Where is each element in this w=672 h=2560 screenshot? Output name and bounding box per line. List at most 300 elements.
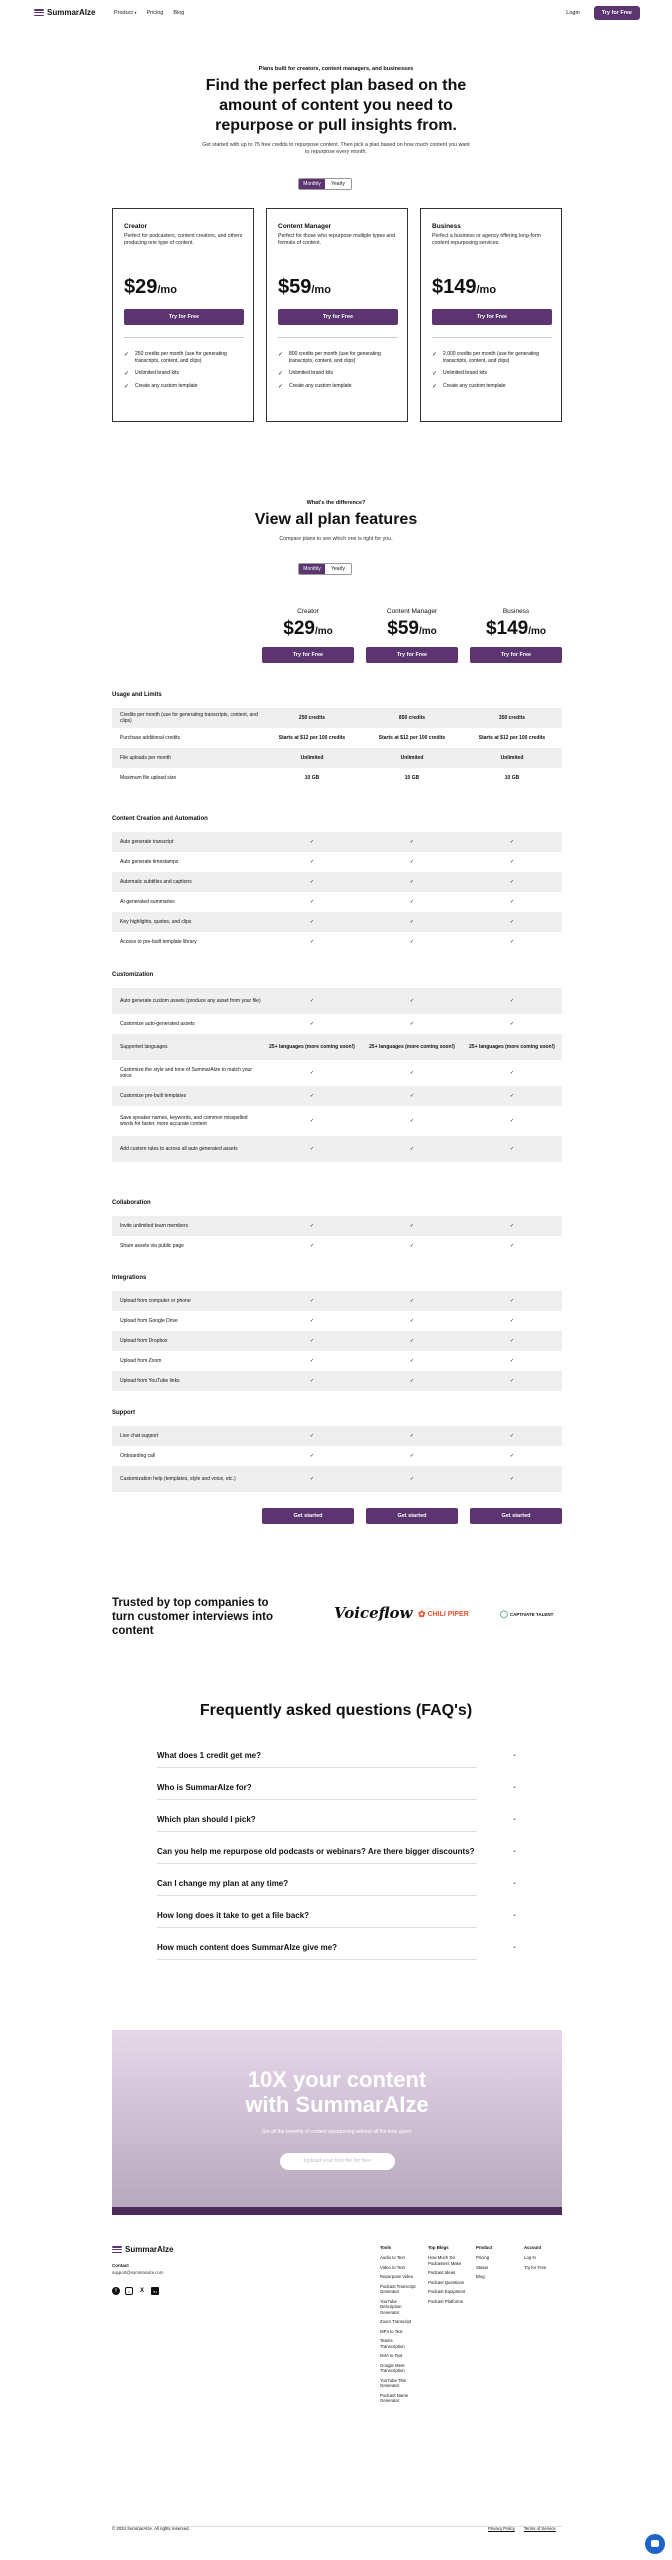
divider [157,1831,477,1832]
get-started-button-business[interactable]: Get started [470,1508,562,1524]
footer-link[interactable]: Google Meet Transcription [380,2362,405,2374]
check-icon: ✓ [409,878,415,885]
feature-value: Starts at $12 per 100 credits [378,734,446,741]
table-section-title: Customization [112,972,154,978]
table-row [112,1351,562,1371]
nav-links [114,10,184,16]
try-free-button[interactable]: Try for Free [432,309,552,325]
check-icon: ✓ [409,1337,415,1344]
feature-label: Auto generate transcript [120,838,174,845]
divider [278,337,398,338]
table-row [112,1034,562,1060]
check-icon: ✓ [309,898,315,905]
check-icon: ✓ [309,838,315,845]
check-icon: ✓ [509,1092,515,1099]
feature-label: Key highlights, quotes, and clips [120,918,192,925]
nav-link-pricing[interactable]: Pricing [146,10,164,16]
feature-label: Customize pre-built templates [120,1092,187,1099]
brand-logo-captivate-talent: ◯ CAPTIVATE TALENT [500,1611,554,1618]
footer-link[interactable]: YouTube Title Generator [380,2377,406,2388]
footer-column [476,2245,514,2284]
check-icon: ✓ [509,1337,515,1344]
check-icon: ✓ [409,1475,415,1482]
linkedin-icon[interactable]: in [151,2287,159,2295]
list-item: ✓ Unlimited brand kits [278,369,333,377]
check-icon: ✓ [409,918,415,925]
footer-column [524,2245,562,2274]
check-icon: ✓ [509,838,515,845]
footer-link[interactable]: Pricing [476,2255,490,2261]
toggle-yearly[interactable]: Yearly [331,181,345,187]
table-row [112,872,562,892]
check-icon: ✓ [509,1432,515,1439]
check-icon: ✓ [309,1357,315,1364]
check-icon: ✓ [309,1377,315,1384]
table-row [112,892,562,912]
faq-question: Can you help me repurpose old podcasts or webinars? Are there bigger discounts? [157,1847,475,1856]
social-links [112,2287,159,2295]
check-icon: ✓ [409,898,415,905]
divider [157,1895,477,1896]
list-item: ✓ 800 credits per month (use for generating transcripts, content, and clips) [278,351,381,364]
cta-title: 10X your content with SummarAIze [245,2067,429,2117]
check-icon: ✓ [309,1317,315,1324]
chili-icon: ✿ [418,1609,426,1619]
footer-link[interactable]: Podcast Transcript Generator [380,2284,416,2295]
plan-name: Creator [297,608,319,615]
chevron-down-icon: ⌄ [511,1784,517,1790]
footer-column [380,2245,418,2407]
check-icon: ✓ [409,1020,415,1027]
check-icon: ✓ [124,352,130,358]
check-icon: ✓ [309,1242,315,1249]
check-icon: ✓ [509,1145,515,1152]
plan-desc: Perfect for those who repurpose multiple types and formats of content. [278,233,396,246]
check-icon: ✓ [309,1432,315,1439]
check-icon: ✓ [432,383,438,390]
chat-bubble-icon[interactable] [645,2534,665,2554]
try-free-button[interactable]: Try for Free [262,647,354,663]
feature-label: Customization help (templates, style and voice, etc.) [120,1475,236,1482]
divider [157,1767,477,1768]
check-icon: ✓ [432,352,438,358]
facebook-icon[interactable]: f [112,2287,120,2295]
feature-label: Maximum file upload size [120,774,177,781]
toggle-monthly[interactable]: Monthly [299,564,325,574]
feature-label: Live chat support [120,1432,159,1439]
table-row [112,1236,562,1256]
plan-card-creator [112,208,254,422]
feature-label: AI-generated summaries [120,898,175,905]
faq-question: How long does it take to get a file back? [157,1911,310,1920]
chevron-down-icon: ⌄ [511,1912,517,1918]
check-icon: ✓ [509,878,515,885]
check-icon: ✓ [409,1222,415,1229]
plan-price: $29/mo [283,618,333,639]
table-row [112,1371,562,1391]
check-icon: ✓ [278,383,284,390]
check-icon: ✓ [309,918,315,925]
footer-link[interactable]: M4A to Text [380,2353,403,2359]
brand-logo-voiceflow: Voiceflow [334,1604,413,1622]
check-icon: ✓ [409,997,415,1004]
captivate-icon: ◯ [500,1611,508,1618]
copyright: © 2024 SummarAIze. All rights reserved. [112,2526,190,2531]
plan-name: Content Manager [386,608,438,615]
faq-item[interactable] [157,1815,517,1824]
compare-plan-content-manager [366,608,458,663]
check-icon: ✓ [509,918,515,925]
footer-link[interactable]: Podcast Platforms [428,2298,463,2304]
table-row [112,852,562,872]
check-icon: ✓ [278,370,284,377]
table-row [112,1311,562,1331]
feature-label: Customize auto-generated assets [120,1020,195,1027]
check-icon: ✓ [309,1297,315,1304]
plan-price: $149/mo [485,618,547,639]
plan-price: $149/mo [432,276,497,298]
trusted-title: Trusted by top companies to turn customer interviews into content [112,1597,274,1637]
table-section-title: Usage and Limits [112,692,162,698]
check-icon: ✓ [309,997,315,1004]
check-icon: ✓ [409,1317,415,1324]
table-row [112,1466,562,1492]
footer-link[interactable]: Video to Text [380,2264,405,2270]
instagram-icon[interactable]: ○ [125,2287,133,2295]
chevron-down-icon: ⌄ [511,1816,517,1822]
nav-try-free-button[interactable]: Try for Free [594,6,640,20]
check-icon: ✓ [509,858,515,865]
footer-link[interactable]: Repurpose Video [380,2274,414,2280]
check-icon: ✓ [309,1069,315,1076]
table-row [112,1086,562,1106]
plan-price: $29/mo [124,276,177,298]
table-section-title: Collaboration [112,1200,151,1206]
feature-value: Unlimited [500,754,524,761]
faq-item[interactable] [157,1751,517,1760]
check-icon: ✓ [509,1475,515,1482]
try-free-button[interactable]: Try for Free [470,647,562,663]
footer-link[interactable]: Log In [524,2255,536,2261]
plan-card-content-manager [266,208,408,422]
check-icon: ✓ [309,858,315,865]
try-free-button[interactable]: Try for Free [278,309,398,325]
feature-label: Credits per month (use for generating transcripts, content, and clips) [120,711,258,724]
check-icon: ✓ [309,1092,315,1099]
brand-logo-chili-piper: ✿ CHILI PIPER [418,1609,469,1619]
list-item: ✓ 2,000 credits per month (use for generating transcripts, content, and clips) [432,351,539,364]
nav-actions [566,6,640,20]
check-icon: ✓ [309,1475,315,1482]
check-icon: ✓ [309,878,315,885]
cta-subtitle: Get all the benefits of content repurposing without all the time spent. [261,2129,413,2135]
footer-column-heading: Product [476,2245,493,2250]
plan-name: Creator [124,223,148,230]
plan-price: $59/mo [387,618,437,639]
feature-value: Starts at $12 per 100 credits [278,734,346,741]
check-icon: ✓ [509,1117,515,1124]
plan-name: Content Manager [278,223,332,230]
faq-item[interactable] [157,1943,517,1952]
footer-link[interactable]: Podcast Name Generator [380,2392,409,2403]
logo-icon [112,2246,122,2253]
feature-label: Upload from Zoom [120,1357,162,1364]
table-row [112,1216,562,1236]
plan-name: Business [432,223,461,230]
feature-label: Access to pre-built template library [120,938,197,945]
list-item: ✓ Unlimited brand kits [124,369,179,377]
check-icon: ✓ [509,938,515,945]
feature-value: 10 GB [504,774,520,781]
check-icon: ✓ [309,1020,315,1027]
check-icon: ✓ [409,858,415,865]
logo[interactable] [34,8,95,17]
check-icon: ✓ [509,1452,515,1459]
footer-link[interactable]: Podcast Ideas [428,2270,456,2276]
footer-link[interactable]: Podcast Equipment [428,2289,466,2295]
feature-label: Save speaker names, keywords, and common misspelled words for faster, more accurate content [120,1114,248,1127]
table-row [112,748,562,768]
feature-label: Upload from Google Drive [120,1317,178,1324]
list-item: ✓ Create any custom template [432,382,506,390]
footer-column [428,2245,466,2308]
table-row [112,708,562,728]
hero-eyebrow: Plans built for creators, content managers, and businesses [258,66,414,72]
compare-eyebrow: What's the difference? [306,500,366,506]
check-icon: ✓ [409,1145,415,1152]
list-item: ✓ Unlimited brand kits [432,369,487,377]
feature-label: Upload from Dropbox [120,1337,168,1344]
chevron-down-icon: ⌄ [511,1944,517,1950]
feature-list [124,351,248,396]
divider [157,1863,477,1864]
compare-billing-toggle [298,563,352,575]
check-icon: ✓ [409,938,415,945]
check-icon: ✓ [309,1222,315,1229]
nav-link-blog[interactable]: Blog [173,10,185,16]
check-icon: ✓ [409,1357,415,1364]
footer-logo[interactable]: SummarAIze [112,2245,173,2254]
check-icon: ✓ [124,370,130,377]
table-row [112,932,562,952]
check-icon: ✓ [309,1145,315,1152]
footer-link[interactable]: Blog [476,2274,485,2280]
faq-item[interactable] [157,1911,517,1920]
check-icon: ✓ [509,1242,515,1249]
upload-free-button[interactable]: Upload your first file for free [280,2153,395,2170]
feature-label: Add custom rules to across all auto generated assets [120,1145,238,1152]
legal-links [488,2526,556,2531]
footer-link[interactable]: Status [476,2264,489,2270]
faq-question: What does 1 credit get me? [157,1751,262,1760]
try-free-button[interactable]: Try for Free [366,647,458,663]
feature-value: 25+ languages (more coming soon!) [369,1043,455,1050]
footer-column-heading: Top Blogs [428,2245,449,2250]
check-icon: ✓ [409,1377,415,1384]
check-icon: ✓ [409,838,415,845]
compare-title: View all plan features [254,511,418,528]
compare-plan-business [470,608,562,663]
feature-label: Share assets via public page [120,1242,184,1249]
feature-label: Onboarding call [120,1452,156,1459]
footer-link[interactable]: YouTube Description Generator [380,2298,402,2315]
faq-item[interactable] [157,1783,517,1792]
faq-question: How much content does SummarAIze give me? [157,1943,338,1952]
table-row [112,1446,562,1466]
check-icon: ✓ [309,1452,315,1459]
feature-label: Supported languages [120,1043,168,1050]
check-icon: ✓ [309,1117,315,1124]
faq-title: Frequently asked questions (FAQ's) [199,1702,473,1719]
divider [157,1799,477,1800]
check-icon: ✓ [509,997,515,1004]
chevron-down-icon: ⌄ [511,1880,517,1886]
feature-value: 350 credits [498,714,526,721]
table-section-title: Integrations [112,1275,147,1281]
table-row [112,1060,562,1086]
divider [432,337,552,338]
footer-column-heading: Account [524,2245,542,2250]
compare-subtitle: Compare plans to see which one is right for you. [279,536,393,542]
check-icon: ✓ [309,1337,315,1344]
feature-value: Starts at $12 per 100 credits [478,734,546,741]
list-item: ✓ Create any custom template [124,382,198,390]
footer-link[interactable]: Try for Free [524,2264,547,2270]
feature-value: 850 credits [398,714,426,721]
feature-label: Auto generate custom assets (produce any asset from your file) [120,997,261,1004]
hero-subtitle: Get started with up to 75 free credits to repurpose content. Then pick a plan based on how much content you want to repurpose every month. [202,142,470,156]
check-icon: ✓ [509,1357,515,1364]
login-link[interactable]: Login [566,10,580,16]
footer-link[interactable]: How Much Do Podcasters Make [428,2255,462,2266]
feature-label: Upload from YouTube links [120,1377,180,1384]
logo-icon [34,9,44,16]
footer-link[interactable]: Zoom Transcript [380,2319,412,2325]
try-free-button[interactable]: Try for Free [124,309,244,325]
plan-desc: Perfect a business or agency offering long-form content repurposing services. [432,233,541,246]
contact-email[interactable]: support@summaraize.com [112,2270,164,2275]
check-icon: ✓ [509,1317,515,1324]
billing-toggle [298,178,352,190]
check-icon: ✓ [278,352,284,358]
check-icon: ✓ [409,1117,415,1124]
table-row [112,728,562,748]
check-icon: ✓ [124,383,130,390]
table-row [112,1136,562,1162]
compare-plan-creator [262,608,354,663]
feature-value: 25+ languages (more coming soon!) [469,1043,555,1050]
check-icon: ✓ [409,1069,415,1076]
footer-link[interactable]: Podcast Questions [428,2279,465,2285]
toggle-monthly[interactable]: Monthly [299,179,325,189]
feature-value: 250 credits [298,714,326,721]
chevron-down-icon: ⌄ [511,1848,517,1854]
get-started-button-creator[interactable]: Get started [262,1508,354,1524]
get-started-button-content-manager[interactable]: Get started [366,1508,458,1524]
plan-price: $59/mo [278,276,331,298]
check-icon: ✓ [409,1452,415,1459]
check-icon: ✓ [409,1432,415,1439]
feature-label: Customize the style and tone of SummarAIze to match your voice [120,1066,253,1079]
check-icon: ✓ [509,1069,515,1076]
feature-label: Upload from computer or phone [120,1297,191,1304]
check-icon: ✓ [509,1020,515,1027]
feature-value: Unlimited [400,754,424,761]
hero-title: Find the perfect plan based on the amount of content you need to repurpose or pull insights from. [205,77,467,134]
check-icon: ✓ [432,370,438,377]
feature-label: File uploads per month [120,754,171,761]
chevron-down-icon: ▾ [134,10,137,15]
plan-card-business [420,208,562,422]
table-row [112,1014,562,1034]
feature-value: Unlimited [300,754,324,761]
faq-question: Can I change my plan at any time? [157,1879,289,1888]
divider [157,1959,477,1960]
logo-text: SummarAIze [47,8,96,17]
table-row [112,1291,562,1311]
table-row [112,1331,562,1351]
table-section-title: Support [112,1410,135,1416]
check-icon: ✓ [509,1297,515,1304]
plan-desc: Perfect for podcasters, content creators, and others producing one type of content. [124,233,243,246]
check-icon: ✓ [409,1297,415,1304]
feature-value: 10 GB [404,774,420,781]
feature-value: 25+ languages (more coming soon!) [269,1043,355,1050]
privacy-policy-link[interactable]: Privacy Policy [488,2526,515,2531]
cta-banner [112,2030,562,2215]
divider [157,1927,477,1928]
faq-item[interactable] [157,1879,517,1888]
check-icon: ✓ [509,1377,515,1384]
divider [124,337,244,338]
footer-link[interactable]: MP4 to Text [380,2328,403,2334]
contact-label: Contact [112,2263,129,2268]
table-section-title: Content Creation and Automation [112,816,208,822]
feature-list [432,351,556,396]
feature-label: Auto generate timestamps [120,858,179,865]
faq-question: Who is SummarAIze for? [157,1783,252,1792]
footer-column-heading: Tools [380,2245,392,2250]
faq-question: Which plan should I pick? [157,1815,256,1824]
feature-label: Invite unlimited team members [120,1222,189,1229]
check-icon: ✓ [409,1092,415,1099]
list-item: ✓ Create any custom template [278,382,352,390]
check-icon: ✓ [309,938,315,945]
table-row [112,1426,562,1446]
x-twitter-icon[interactable]: X [139,2288,144,2294]
feature-label: Purchase additional credits [120,734,181,741]
footer-link[interactable]: Teams Transcription [380,2338,405,2349]
table-row [112,768,562,788]
table-row [112,832,562,852]
table-row [112,912,562,932]
terms-link[interactable]: Terms of Service [523,2526,556,2531]
table-row [112,1106,562,1136]
top-nav [0,0,672,24]
check-icon: ✓ [509,898,515,905]
check-icon: ✓ [409,1242,415,1249]
feature-label: Automatic subtitles and captions [120,878,192,885]
footer-link[interactable]: Audio to Text [380,2255,405,2261]
list-item: ✓ 250 credits per month (use for generating transcripts, content, and clips) [124,351,227,364]
toggle-yearly[interactable]: Yearly [331,566,345,572]
plan-name: Business [502,608,530,615]
table-row [112,988,562,1014]
check-icon: ✓ [509,1222,515,1229]
nav-link-product[interactable]: Product ▾ [114,10,137,16]
feature-value: 10 GB [304,774,320,781]
faq-item[interactable] [157,1847,517,1856]
